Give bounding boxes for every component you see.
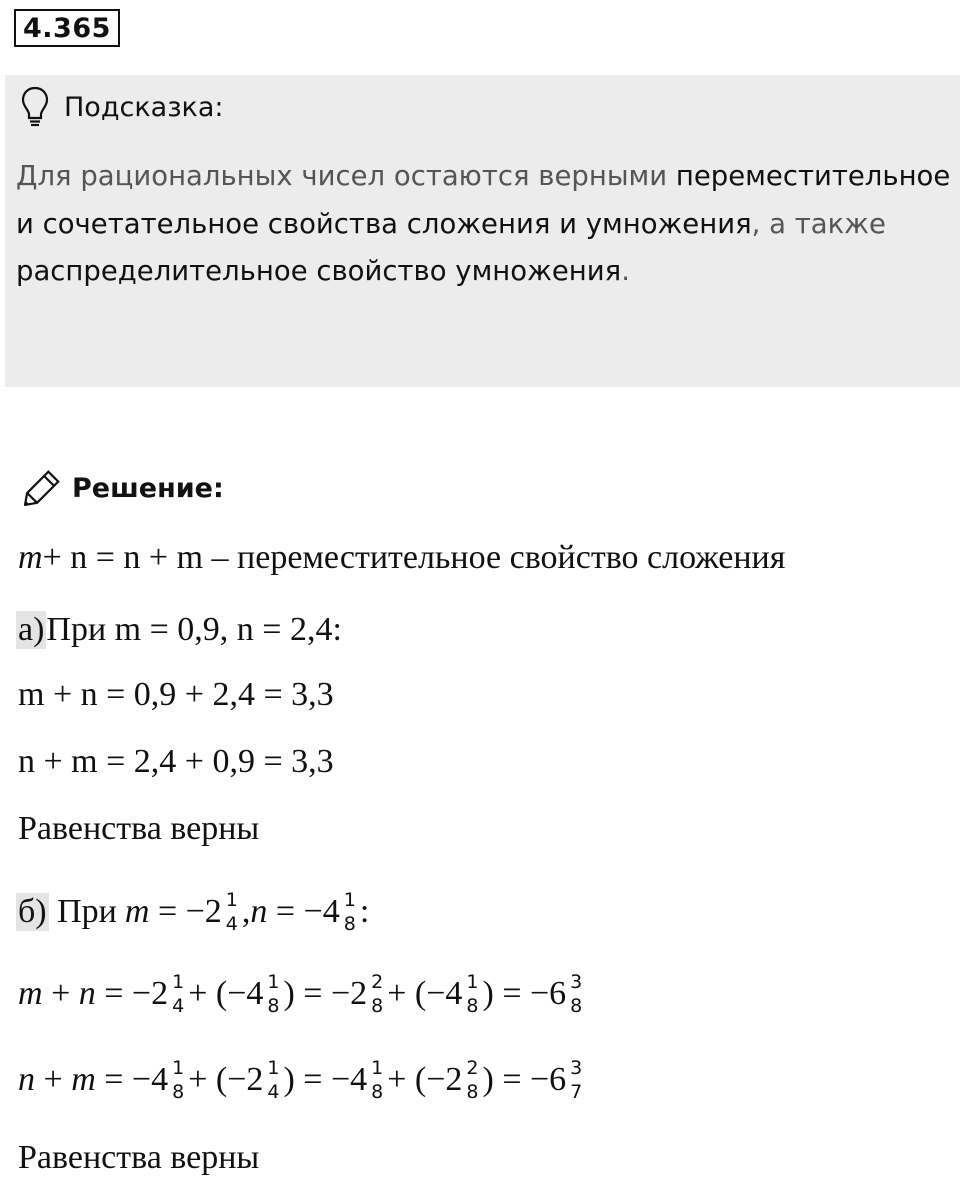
fraction: 3 7 — [570, 1057, 583, 1103]
fraction: 1 8 — [267, 971, 280, 1017]
solution-header — [18, 466, 224, 510]
hint-title: Подсказка: — [64, 91, 224, 123]
fraction: 1 8 — [172, 1057, 185, 1103]
fraction: 1 4 — [267, 1057, 280, 1103]
fraction: 1 4 — [225, 889, 238, 935]
part-b-conclusion: Равенства верны — [18, 1139, 260, 1176]
pencil-icon — [18, 466, 66, 510]
fraction: 1 8 — [371, 1057, 384, 1103]
hint-box — [5, 75, 960, 387]
problem-number: 4.365 — [14, 9, 120, 47]
hint-emphasis: распределительное свойство умножения — [16, 255, 622, 287]
part-a-label: а) — [18, 611, 45, 648]
part-a-line-2: n + m = 2,4 + 0,9 = 3,3 — [18, 743, 334, 780]
hint-header — [20, 85, 224, 129]
hint-text-part: Для рациональных чисел остаются верными — [16, 160, 676, 192]
hint-text-part: , а также — [751, 207, 886, 240]
part-b-label: б) — [18, 893, 47, 930]
fraction: 1 8 — [466, 971, 479, 1017]
fraction: 3 8 — [570, 971, 583, 1017]
lightbulb-icon — [20, 85, 50, 129]
part-b-condition: б) При m = −2 1 4 , n = −4 1 8 : — [18, 889, 370, 935]
fraction: 1 8 — [343, 889, 356, 935]
hint-text-part: . — [621, 255, 630, 287]
part-b-line-1: m + n = −2 1 4 + (−4 1 8 ) = −2 2 8 + (−4 1 8 ) = −6 3 8 — [18, 971, 583, 1017]
law-text: + n = n + m – переместительное свойство сложения — [42, 539, 786, 576]
fraction: 2 8 — [466, 1057, 479, 1103]
part-a-line-1: m + n = 0,9 + 2,4 = 3,3 — [18, 676, 334, 713]
fraction: 2 8 — [371, 971, 384, 1017]
part-a-condition — [18, 605, 342, 655]
part-b-line-2: n + m = −4 1 8 + (−2 1 4 ) = −4 1 8 + (−2 2 8 ) = −6 3 7 — [18, 1057, 583, 1103]
fraction: 1 4 — [172, 971, 185, 1017]
part-a-conclusion: Равенства верны — [18, 810, 260, 847]
commutative-law-line — [18, 533, 785, 583]
variable-m: m — [18, 539, 43, 576]
hint-emphasis: переместительное и сочетательное свойства сложения и умножения — [16, 160, 951, 240]
part-a-condition-text: При m = 0,9, n = 2,4: — [46, 611, 342, 648]
hint-text — [16, 153, 956, 296]
solution-title: Решение: — [72, 472, 224, 504]
